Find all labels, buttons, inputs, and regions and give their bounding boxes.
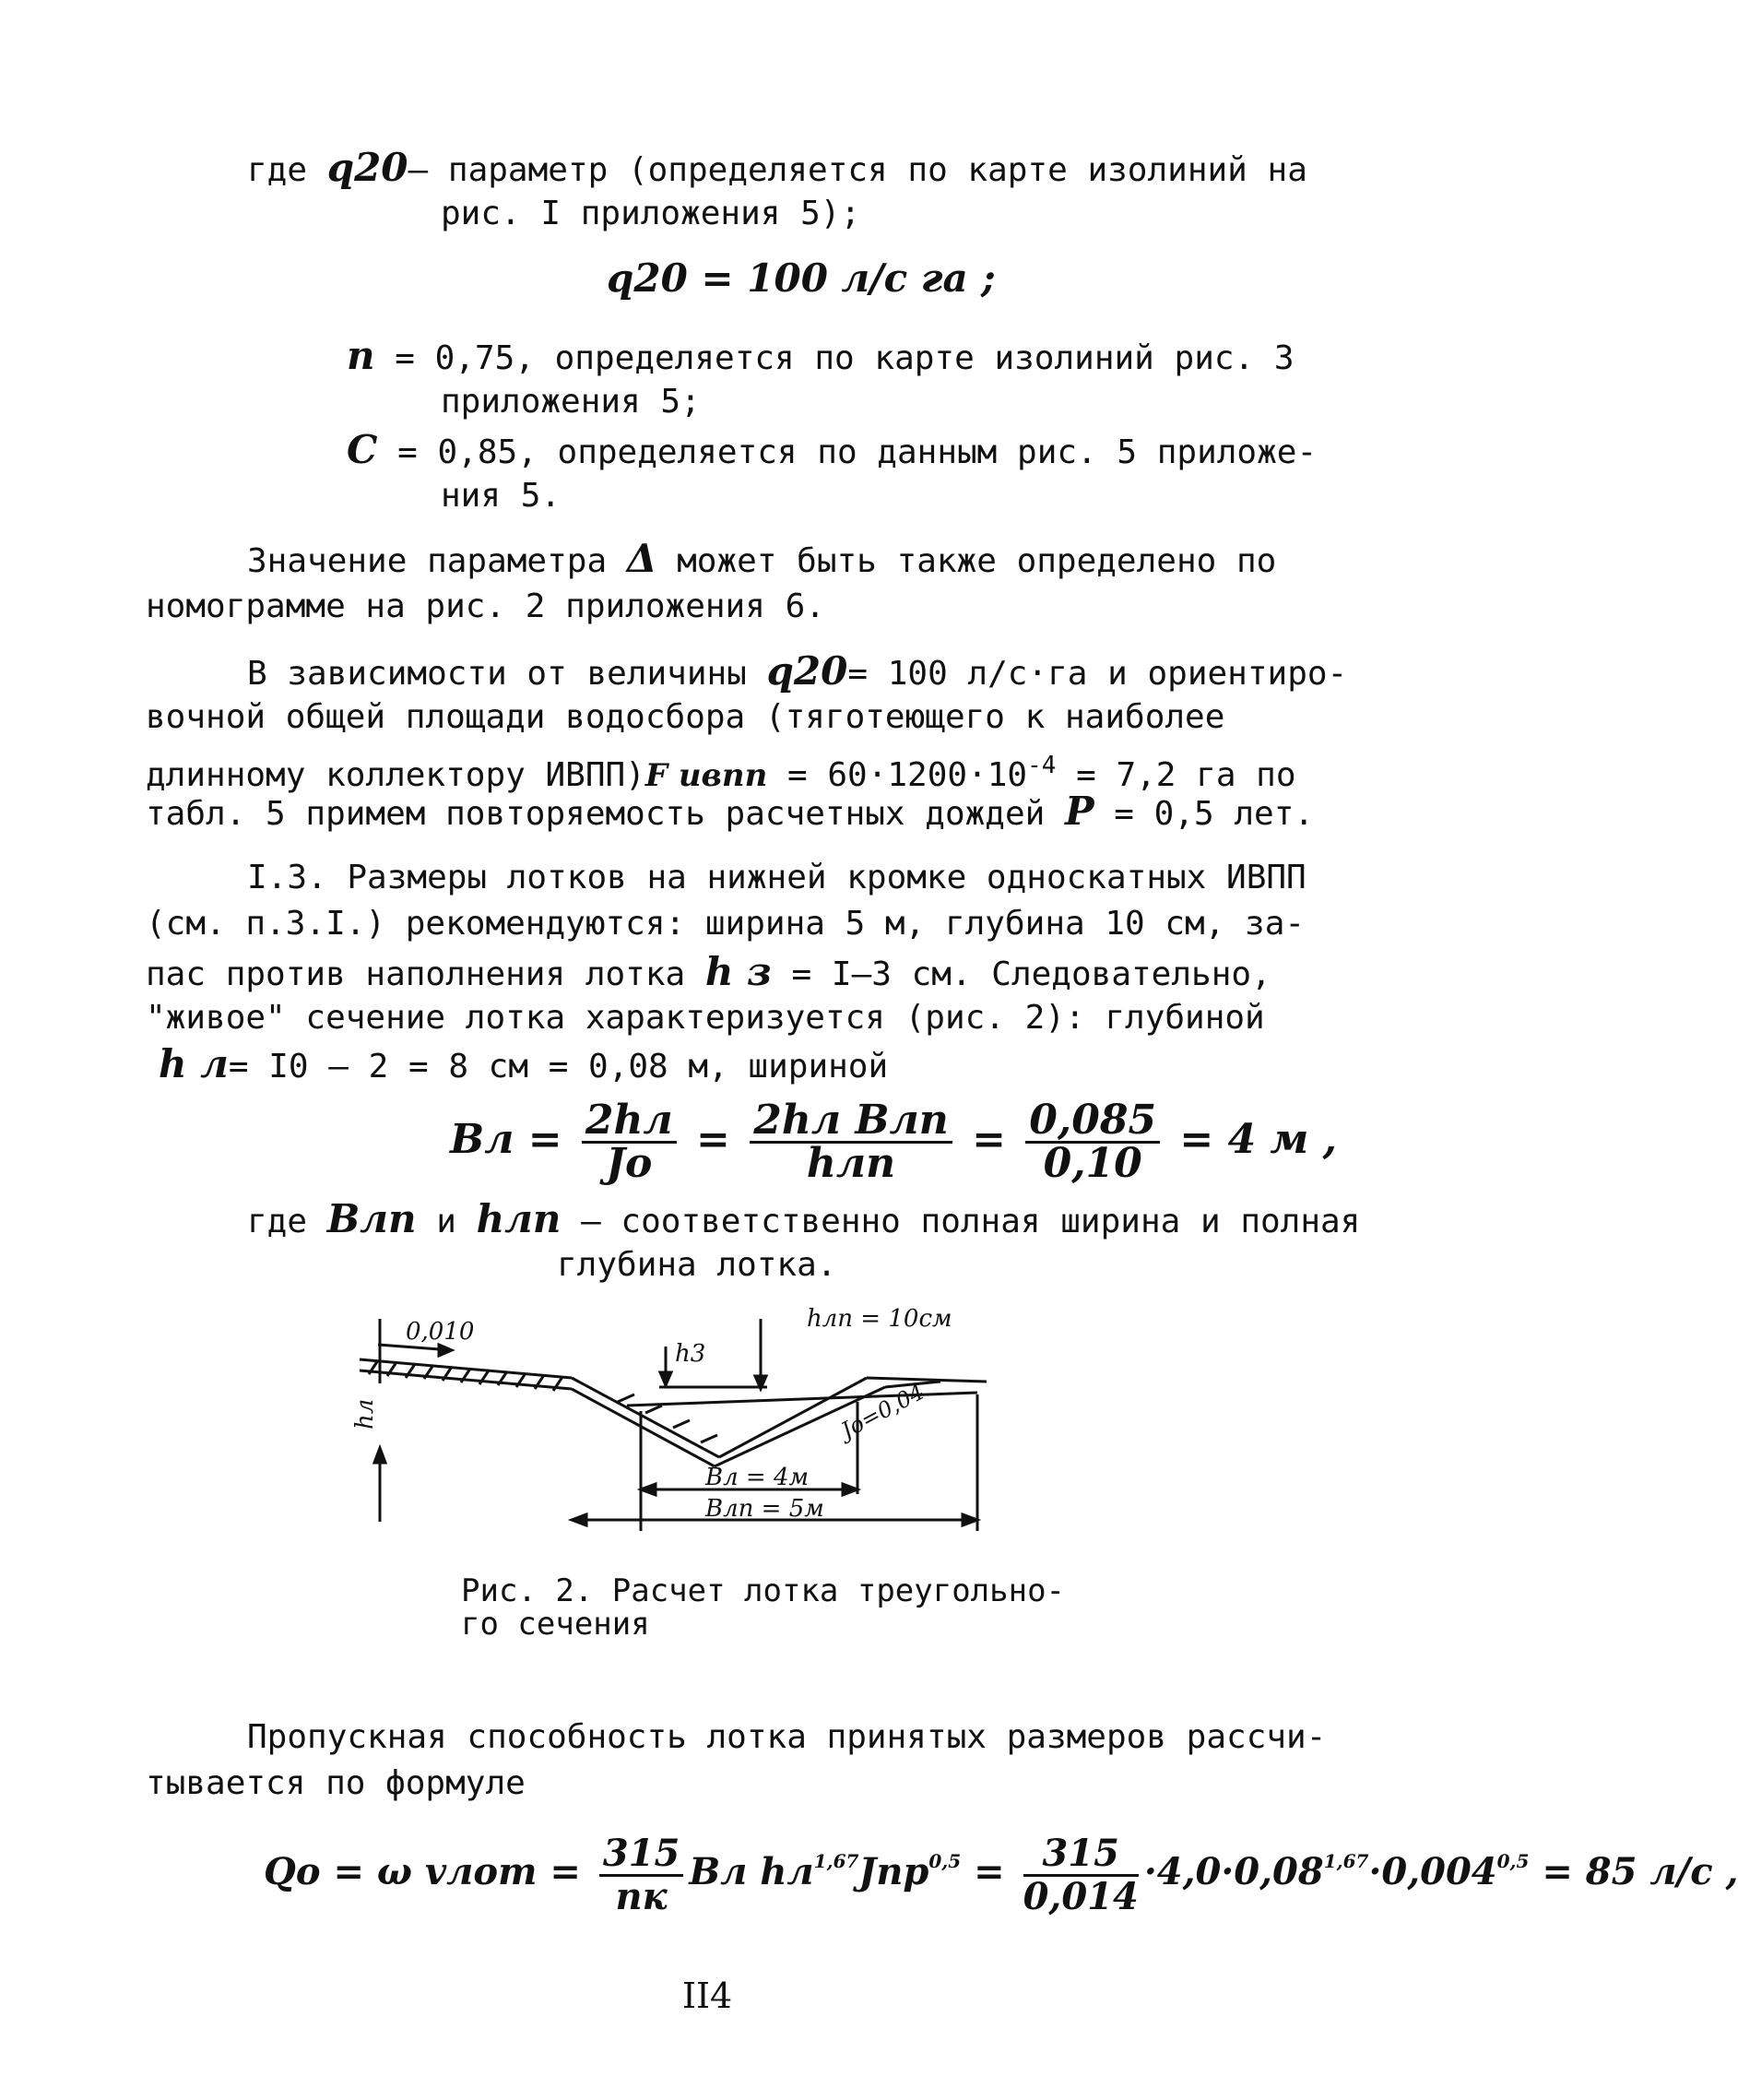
frac-2-den: hлп xyxy=(806,1140,896,1187)
delta-text-a: Значение параметра xyxy=(247,542,608,580)
pavement-hatch xyxy=(360,1359,572,1391)
n-symbol: n xyxy=(347,333,375,378)
c-description-line-1: = 0,85, определяется по данным рис. 5 приложе- xyxy=(397,433,1318,471)
q0-frac-2-num: 315 xyxy=(1023,1833,1139,1877)
section-1-3-line-5 xyxy=(159,1042,888,1089)
formula-bl-frac-1 xyxy=(582,1097,677,1187)
c-symbol: C xyxy=(347,427,378,472)
trench-diagram xyxy=(341,1305,1005,1549)
f-ivpp-symbol: F ивпп xyxy=(644,757,768,794)
where-line-1 xyxy=(247,146,1307,193)
q0-frac-1-num: 315 xyxy=(599,1833,684,1877)
dependency-text-a: В зависимости от величины xyxy=(247,655,747,693)
dependency-line-2: вочной общей площади водосбора (тяготеющего к наиболее xyxy=(146,698,1225,736)
hl-symbol: h л xyxy=(159,1041,229,1086)
frac-2-num: 2hл Bлп xyxy=(750,1100,952,1144)
q0-mid-1: Bл hл xyxy=(689,1850,814,1893)
section-text-a: пас против наполнения лотка xyxy=(146,955,686,993)
blp-label: Bлп = 5м xyxy=(705,1495,824,1523)
delta-line-2: номограмме на рис. 2 приложения 6. xyxy=(146,587,825,625)
q0-tail-1: ·4,0·0,08 xyxy=(1143,1850,1324,1893)
section-1-3-line-3 xyxy=(146,950,1271,997)
where-word-2: где xyxy=(247,1203,308,1240)
n-description-line-1: = 0,75, определяется по карте изолиний рис. 3 xyxy=(395,339,1295,377)
hlp-label: hлп = 10см xyxy=(807,1305,952,1333)
section-1-3-line-2: (см. п.3.I.) рекомендуются: ширина 5 м, глубина 10 см, за- xyxy=(146,905,1306,943)
q0-exp-1: 1,67 xyxy=(813,1850,859,1872)
section-1-3-line-4: "живое" сечение лотка характеризуется (рис. 2): глубиной xyxy=(146,999,1265,1037)
p-symbol: P xyxy=(1065,789,1094,834)
and-word: и xyxy=(436,1203,456,1240)
q0-tail-2: ·0,004 xyxy=(1368,1850,1497,1893)
q0-mid-2: Jпр xyxy=(858,1850,929,1893)
formula-bl-frac-2 xyxy=(750,1097,952,1187)
dependency-text-b: = 100 л/с·га и ориентиро- xyxy=(847,655,1348,693)
q0-frac-2-den: 0,014 xyxy=(1023,1874,1139,1918)
delta-line-1 xyxy=(247,537,1276,584)
c-description-line-2: ния 5. xyxy=(441,477,562,515)
frac-1-den: Jо xyxy=(606,1140,653,1187)
blp-symbol: Bлп xyxy=(326,1196,417,1241)
section-text-b: = I–3 см. Следовательно, xyxy=(791,955,1271,993)
formula-bl-frac-3 xyxy=(1025,1097,1160,1187)
hlp-symbol: hлп xyxy=(476,1196,562,1241)
exponent: -4 xyxy=(1027,752,1057,779)
formula-bl-lhs: Bл xyxy=(450,1116,514,1163)
dependency-text-g: = 0,5 лет. xyxy=(1114,795,1315,833)
capacity-line-2: тывается по формуле xyxy=(146,1764,526,1802)
formula-q0 xyxy=(264,1817,1738,1917)
trough-outline xyxy=(572,1378,987,1466)
q20-formula: q20 = 100 л/с га ; xyxy=(607,255,996,301)
q20-description-line-1: – параметр (определяется по карте изолиний на xyxy=(408,151,1307,189)
frac-1-num: 2hл xyxy=(582,1100,677,1144)
dependency-line-1 xyxy=(247,649,1347,696)
c-line-1 xyxy=(347,428,1317,475)
q0-frac-1-den: nк xyxy=(615,1874,668,1918)
page-number: II4 xyxy=(682,1975,733,2016)
h3-symbol: h з xyxy=(704,949,772,994)
where-line-2 xyxy=(247,1197,1360,1244)
q20-symbol-2: q20 xyxy=(766,648,848,694)
where-word: где xyxy=(247,151,308,189)
formula-bl-result: = 4 м , xyxy=(1179,1116,1337,1163)
slope-arrow xyxy=(378,1345,452,1356)
frac-3-den: 0,10 xyxy=(1043,1140,1142,1187)
q20-symbol: q20 xyxy=(326,145,408,190)
formula-bl: Bл = $\frac{2hл}{Jо}$ = $\frac{\text{2hл Bлп}}{\text{hлп}}$ = $\frac{0,085}{0,10}$ = 4 м , xyxy=(450,1097,1337,1187)
formula-q0-lhs: Qо = ω vлот = xyxy=(264,1850,581,1893)
section-text-c: = I0 – 2 = 8 см = 0,08 м, шириной xyxy=(228,1048,889,1086)
capacity-line-1: Пропускная способность лотка принятых размеров рассчи- xyxy=(247,1718,1327,1756)
n-description-line-2: приложения 5; xyxy=(441,383,701,421)
h3-label: h3 xyxy=(675,1340,706,1368)
dependency-text-e: = 7,2 га по xyxy=(1076,756,1296,794)
q0-exp-2: 0,5 xyxy=(928,1850,962,1872)
formula-q0-frac-1 xyxy=(599,1833,684,1917)
hl-label: hл xyxy=(351,1398,379,1430)
delta-symbol: Δ xyxy=(626,536,657,581)
dependency-text-c: длинному коллектору ИВПП) xyxy=(146,756,645,794)
frac-3-num: 0,085 xyxy=(1025,1100,1160,1144)
figure-caption-line-1: Рис. 2. Расчет лотка треугольно- xyxy=(461,1572,1066,1609)
q0-exp-4: 0,5 xyxy=(1496,1850,1530,1872)
dependency-text-d: = 60·1200·10 xyxy=(787,756,1028,794)
q0-eq: = xyxy=(974,1850,1005,1893)
dependency-text-f: табл. 5 примем повторяемость расчетных дождей xyxy=(146,795,1046,833)
jo-label: Jо=0,04 xyxy=(836,1378,929,1444)
n-line-1 xyxy=(347,334,1295,381)
section-1-3-line-1: I.3. Размеры лотков на нижней кромке односкатных ИВПП xyxy=(247,859,1306,896)
bl-label: Bл = 4м xyxy=(705,1464,810,1491)
slope-label: 0,010 xyxy=(406,1318,475,1346)
q0-result: = 85 л/с , xyxy=(1542,1850,1738,1893)
figure-caption-line-2: го сечения xyxy=(461,1606,650,1643)
q0-exp-3: 1,67 xyxy=(1323,1850,1369,1872)
formula-q0-frac-2 xyxy=(1023,1833,1139,1917)
where-text-a: – соответственно полная ширина и полная xyxy=(581,1203,1361,1240)
delta-text-b: может быть также определено по xyxy=(677,542,1277,580)
q20-description-line-2: рис. I приложения 5); xyxy=(441,195,861,232)
where-text-b: глубина лотка. xyxy=(557,1246,837,1284)
dependency-line-4 xyxy=(146,789,1314,836)
